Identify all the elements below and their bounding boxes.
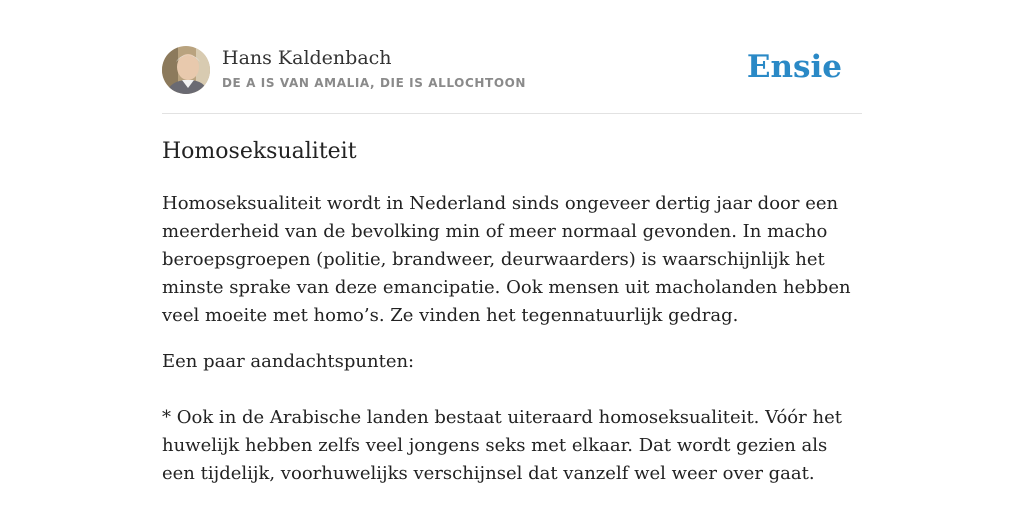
author-header [162,46,862,96]
post-body [162,190,862,506]
post-paragraph: * Ook in de Arabische landen bestaat uiteraard homoseksualiteit. Vóór het huwelijk hebben zelfs veel jongens seks met elkaar. Dat wordt gezien als een tijdelijk, voorhuwelijks verschijnsel dat vanzelf wel weer over gaat. [162,407,842,484]
author-tagline: DE A IS VAN AMALIA, DIE IS ALLOCHTOON [222,76,527,90]
author-avatar[interactable] [162,46,210,94]
post-title: Homoseksualiteit [162,139,357,164]
header-divider [162,113,862,114]
author-name[interactable]: Hans Kaldenbach [222,47,392,69]
post-paragraph: Een paar aandachtspunten: [162,351,415,372]
post-paragraph: Homoseksualiteit wordt in Nederland sinds ongeveer dertig jaar door een meerderheid van de bevolking min of meer normaal gevonden. In macho beroepsgroepen (politie, brandweer, deurwaarders) is waarschijnlijk het minste sprake van deze emancipatie. Ook mensen uit macholanden hebben veel moeite met homo’s. Ze vinden het tegennatuurlijk gedrag. [162,193,851,326]
avatar-photo [162,46,210,94]
ensie-logo[interactable]: Ensie [746,49,842,85]
